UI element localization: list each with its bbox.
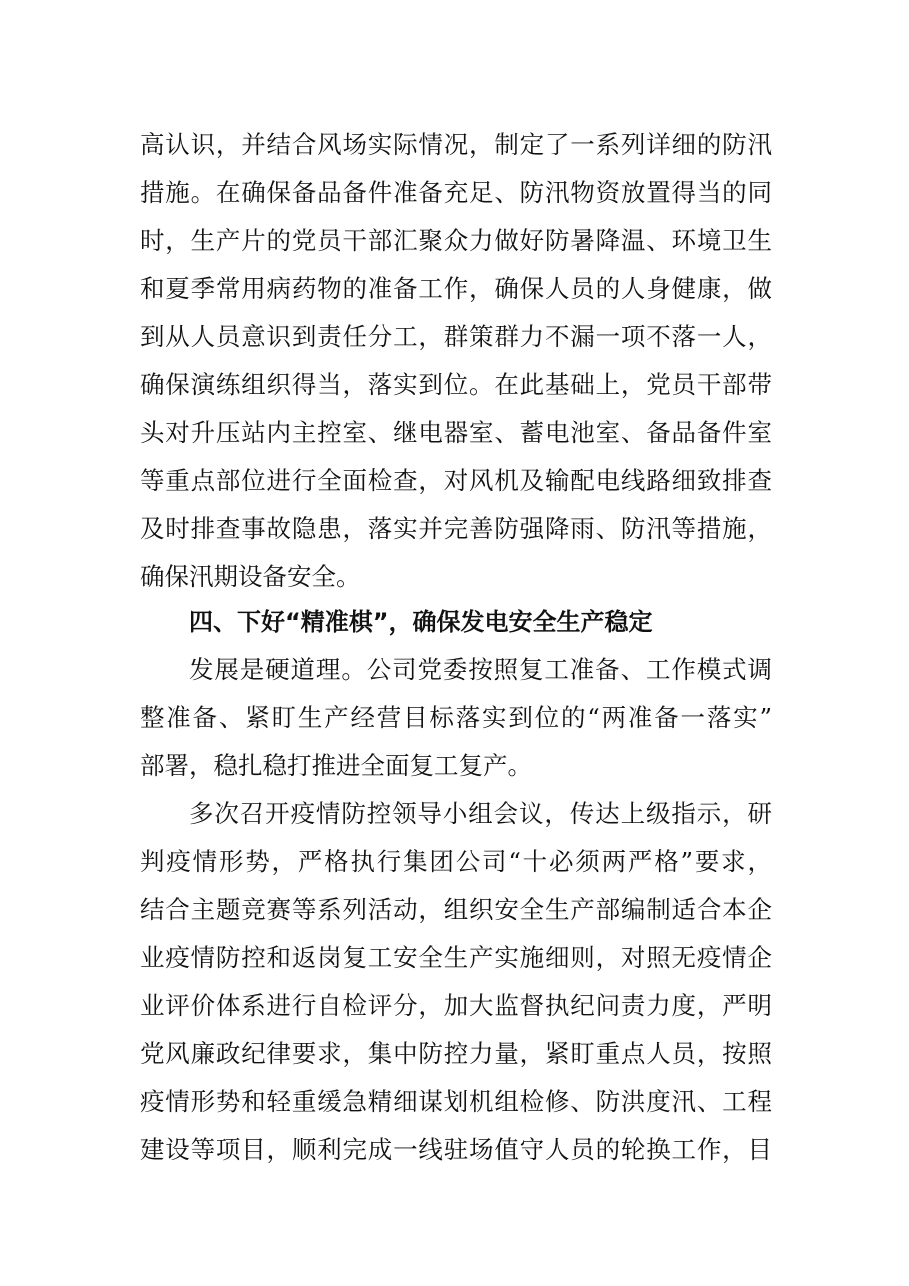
paragraph-3-line-6: 党风廉政纪律要求，集中防控力量，紧盯重点人员，按照 — [140, 1039, 772, 1068]
paragraph-2-line-3: 部署，稳扎稳打推进全面复工复产。 — [140, 751, 532, 780]
paragraph-1-line-7: 头对升压站内主控室、继电器室、蓄电池室、备品备件室 — [140, 418, 772, 447]
paragraph-2-line-2: 整准备、紧盯生产经营目标落实到位的“两准备一落实” — [140, 703, 772, 732]
paragraph-1-line-2: 措施。在确保备品备件准备充足、防汛物资放置得当的同 — [140, 178, 772, 207]
paragraph-3-line-8: 建设等项目，顺利完成一线驻场值守人员的轮换工作，目 — [140, 1135, 772, 1164]
paragraph-1-line-3: 时，生产片的党员干部汇聚众力做好防暑降温、环境卫生 — [140, 226, 772, 255]
paragraph-3-line-2: 判疫情形势，严格执行集团公司“十必须两严格”要求， — [140, 847, 772, 876]
paragraph-1-line-9: 及时排查事故隐患，落实并完善防强降雨、防汛等措施， — [140, 514, 772, 543]
paragraph-1-line-4: 和夏季常用病药物的准备工作，确保人员的人身健康，做 — [140, 274, 772, 303]
paragraph-1-line-1: 高认识，并结合风场实际情况，制定了一系列详细的防汛 — [140, 130, 772, 159]
section-heading: 四、下好“精准棋”，确保发电安全生产稳定 — [189, 608, 653, 636]
paragraph-1-line-10: 确保汛期设备安全。 — [140, 562, 361, 591]
paragraph-3-line-5: 业评价体系进行自检评分，加大监督执纪问责力度，严明 — [140, 991, 772, 1020]
paragraph-3-line-3: 结合主题竞赛等系列活动，组织安全生产部编制适合本企 — [140, 895, 772, 924]
paragraph-1-line-6: 确保演练组织得当，落实到位。在此基础上，党员干部带 — [140, 370, 772, 399]
paragraph-3-line-7: 疫情形势和轻重缓急精细谋划机组检修、防洪度汛、工程 — [140, 1087, 772, 1116]
paragraph-3-line-4: 业疫情防控和返岗复工安全生产实施细则，对照无疫情企 — [140, 943, 772, 972]
paragraph-2-line-1: 发展是硬道理。公司党委按照复工准备、工作模式调 — [189, 655, 772, 684]
paragraph-1-line-8: 等重点部位进行全面检查，对风机及输配电线路细致排查 — [140, 466, 772, 495]
paragraph-3-line-1: 多次召开疫情防控领导小组会议，传达上级指示，研 — [189, 799, 772, 828]
paragraph-1-line-5: 到从人员意识到责任分工，群策群力不漏一项不落一人， — [140, 322, 772, 351]
